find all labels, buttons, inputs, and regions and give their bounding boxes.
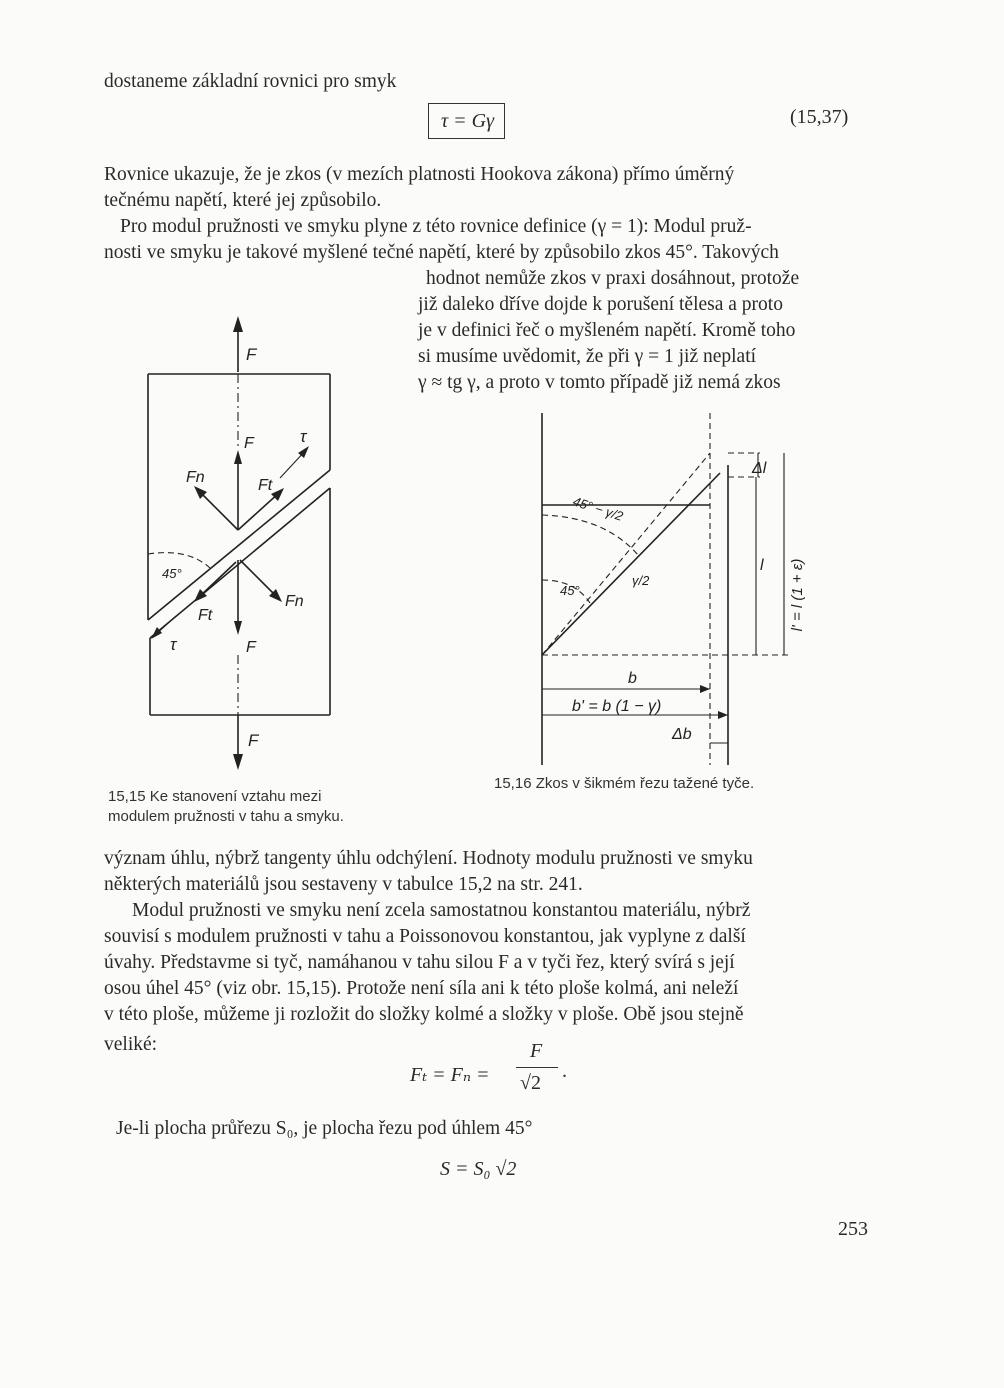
equation-box: τ = Gγ [428,103,505,139]
label-l: l [760,557,764,574]
label-b-prime: b' = b (1 − γ) [572,698,662,715]
force-Fn [240,560,278,598]
force-Fn [198,490,238,530]
label-angle: 45° − γ/2 [571,493,625,524]
label-tau: τ [170,635,177,654]
label-Fn: Fn [285,593,304,610]
text-line: hodnot nemůže zkos v praxi dosáhnout, protože [426,268,800,289]
arrow-head [233,316,243,332]
equation-number: (15,37) [790,106,849,128]
text-line: Rovnice ukazuje, že je zkos (v mezích platnosti Hookova zákona) přímo úměrný [104,164,735,185]
arrow-head [233,754,243,770]
text-line: veliké: [104,1034,158,1055]
label-Ft: Ft [258,477,273,494]
fraction-numerator: F [530,1040,543,1062]
page-number: 253 [838,1218,868,1240]
arrow-head [234,450,242,464]
label-delta-l: Δl [752,460,767,477]
text-line: úvahy. Představme si tyč, namáhanou v tahu silou F a v tyči řez, který svírá s její [104,952,735,973]
figure-caption: modulem pružnosti v tahu a smyku. [108,808,344,825]
fraction-denominator: √2 [520,1072,541,1094]
figure-caption: 15,16 Zkos v šikmém řezu tažené tyče. [494,775,755,792]
fraction-bar [516,1067,558,1068]
text-line: Pro modul pružnosti ve smyku plyne z této rovnice definice (γ = 1): Modul pruž- [120,216,752,237]
diagonal-original [542,453,710,655]
cut-line-lower [150,488,330,638]
label-angle: 45° [560,583,580,598]
text-line: osou úhel 45° (viz obr. 15,15). Protože není síla ani k této ploše kolmá, ani neleží [104,978,739,999]
label-b: b [628,670,637,687]
label-delta-b: Δb [672,726,692,743]
label-Ft: Ft [198,607,213,624]
angle-arc [542,515,638,555]
figure-shear-diagram [520,405,810,775]
force-Ft [238,492,280,530]
label-F: F [246,345,257,364]
diagonal-deformed [542,473,720,655]
force-Ft [198,562,236,598]
label-gamma-half: γ/2 [632,573,650,588]
text-line: některých materiálů jsou sestaveny v tabulce 15,2 na str. 241. [104,874,583,895]
text-line: je v definici řeč o myšleném napětí. Kromě toho [418,320,796,341]
label-tau: τ [300,427,307,446]
text-line: si musíme uvědomit, že při γ = 1 již neplatí [418,346,757,367]
label-angle: 45° [162,566,182,581]
label-F: F [244,435,254,452]
equation-period: . [562,1060,567,1082]
text-line: již daleko dříve dojde k porušení tělesa a proto [418,294,783,315]
arrow-head [234,621,242,635]
text-line: Modul pružnosti ve smyku není zcela samostatnou konstantou materiálu, nýbrž [132,900,751,921]
arrow-head [700,685,710,693]
text-line: Je-li plocha průřezu S₀, je plocha řezu pod úhlem 45° [116,1118,533,1139]
label-l-prime: l' = l (1 + ε) [789,558,806,632]
text-line: v této ploše, můžeme ji rozložit do složky kolmé a složky v ploše. Obě jsou stejně [104,1004,744,1025]
text-line: nosti ve smyku je takové myšlené tečné napětí, které by způsobilo zkos 45°. Takových [104,242,779,263]
equation-left-side: Fₜ = Fₙ = [410,1064,490,1086]
text-line: tečnému napětí, které jej způsobilo. [104,190,382,211]
label-Fn: Fn [186,469,205,486]
text-line: význam úhlu, nýbrž tangenty úhlu odchýlení. Hodnoty modulu pružnosti ve smyku [104,848,753,869]
equation: S = S₀ √2 [440,1158,517,1180]
figure-bar-diagram [130,310,360,775]
arrow-head [718,711,728,719]
text-line: souvisí s modulem pružnosti v tahu a Poissonovou konstantou, jak vyplyne z další [104,926,746,947]
text-line: dostaneme základní rovnici pro smyk [104,71,397,92]
figure-caption: 15,15 Ke stanovení vztahu mezi [108,788,322,805]
label-F: F [248,731,259,750]
label-F: F [246,639,256,656]
text-line: γ ≈ tg γ, a proto v tomto případě již nemá zkos [418,372,781,393]
